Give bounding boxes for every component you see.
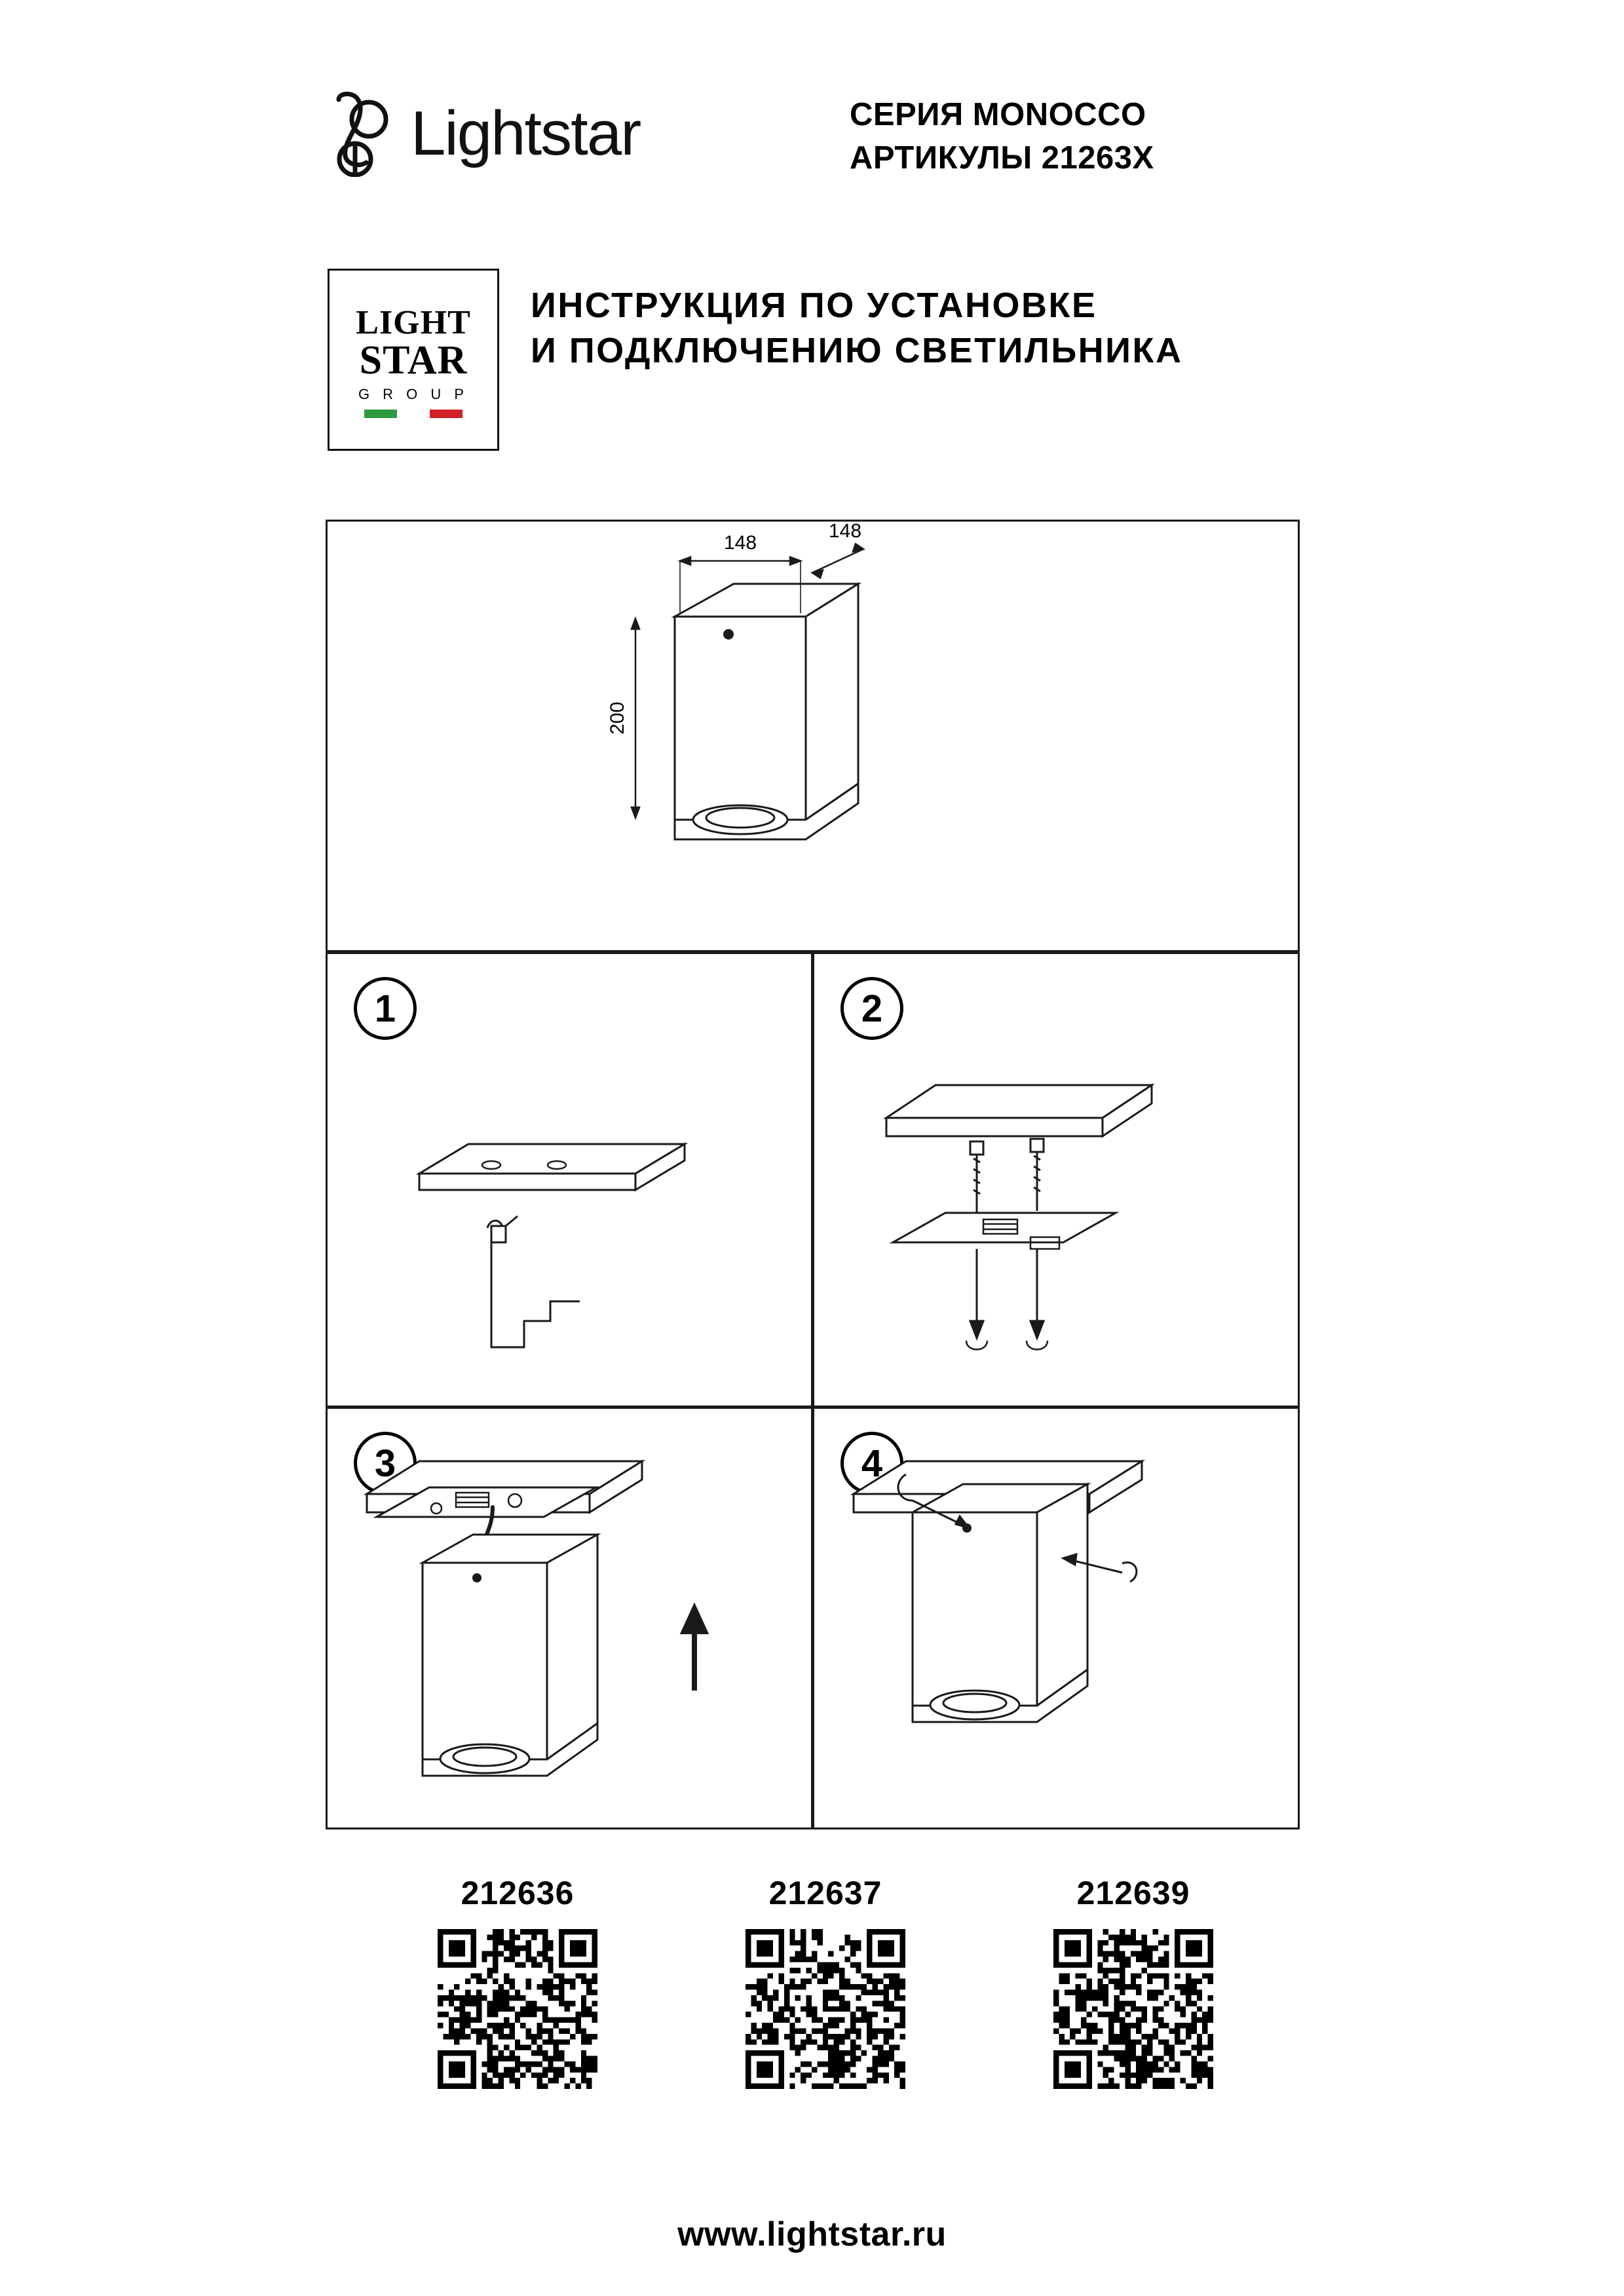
qr-item[interactable] xyxy=(419,1874,616,2089)
qr-code-list xyxy=(419,1874,1232,2089)
qr-code-label: 212636 xyxy=(461,1875,575,1911)
lightstar-group-logo xyxy=(328,269,499,451)
step-badge-4: 4 xyxy=(840,1432,903,1495)
series-name: СЕРИЯ MONOCCO xyxy=(850,97,1146,132)
series-articles: АРТИКУЛЫ 21263X xyxy=(850,140,1154,176)
step-3-panel xyxy=(326,1407,813,1829)
footer-website-url[interactable]: www.lightstar.ru xyxy=(677,2215,947,2253)
qr-code-image[interactable] xyxy=(438,1929,597,2089)
brand-name: Lightstar xyxy=(411,98,641,168)
step-badge-3: 3 xyxy=(354,1432,417,1495)
page-title-line-2: И ПОДКЛЮЧЕНИЮ СВЕТИЛЬНИКА xyxy=(531,331,1183,371)
italy-flag-icon xyxy=(364,410,463,418)
step-1-figure xyxy=(328,954,811,1406)
lightstar-logo-icon xyxy=(326,90,399,177)
dimensions-panel xyxy=(326,520,1300,952)
dimension-depth-label: 148 xyxy=(828,522,862,542)
step-4-figure xyxy=(814,1409,1298,1827)
group-logo-line-group: G R O U P xyxy=(358,385,469,402)
step-2-panel xyxy=(812,952,1300,1407)
page-title xyxy=(531,283,1448,373)
document-header xyxy=(326,79,1308,249)
group-logo-line-star: STAR xyxy=(359,338,468,383)
qr-item[interactable] xyxy=(727,1874,924,2089)
product-dimensions-figure xyxy=(328,522,1298,950)
dimension-height-label: 200 xyxy=(607,701,628,735)
brand-lockup xyxy=(326,90,640,177)
step-2-figure xyxy=(814,954,1298,1406)
dimension-width-label: 148 xyxy=(723,532,757,554)
step-badge-1: 1 xyxy=(354,977,417,1040)
step-3-figure xyxy=(328,1409,811,1827)
group-logo-line-light: LIGHT xyxy=(356,304,471,342)
qr-code-label: 212637 xyxy=(768,1875,882,1911)
qr-code-label: 212639 xyxy=(1076,1875,1190,1911)
step-1-panel xyxy=(326,952,813,1407)
page-title-line-1: ИНСТРУКЦИЯ ПО УСТАНОВКЕ xyxy=(531,286,1097,325)
step-badge-2: 2 xyxy=(840,977,903,1040)
qr-item[interactable] xyxy=(1035,1874,1232,2089)
qr-code-image[interactable] xyxy=(1053,1929,1213,2089)
series-info xyxy=(850,93,1308,180)
qr-code-image[interactable] xyxy=(746,1929,905,2089)
step-4-panel xyxy=(812,1407,1300,1829)
